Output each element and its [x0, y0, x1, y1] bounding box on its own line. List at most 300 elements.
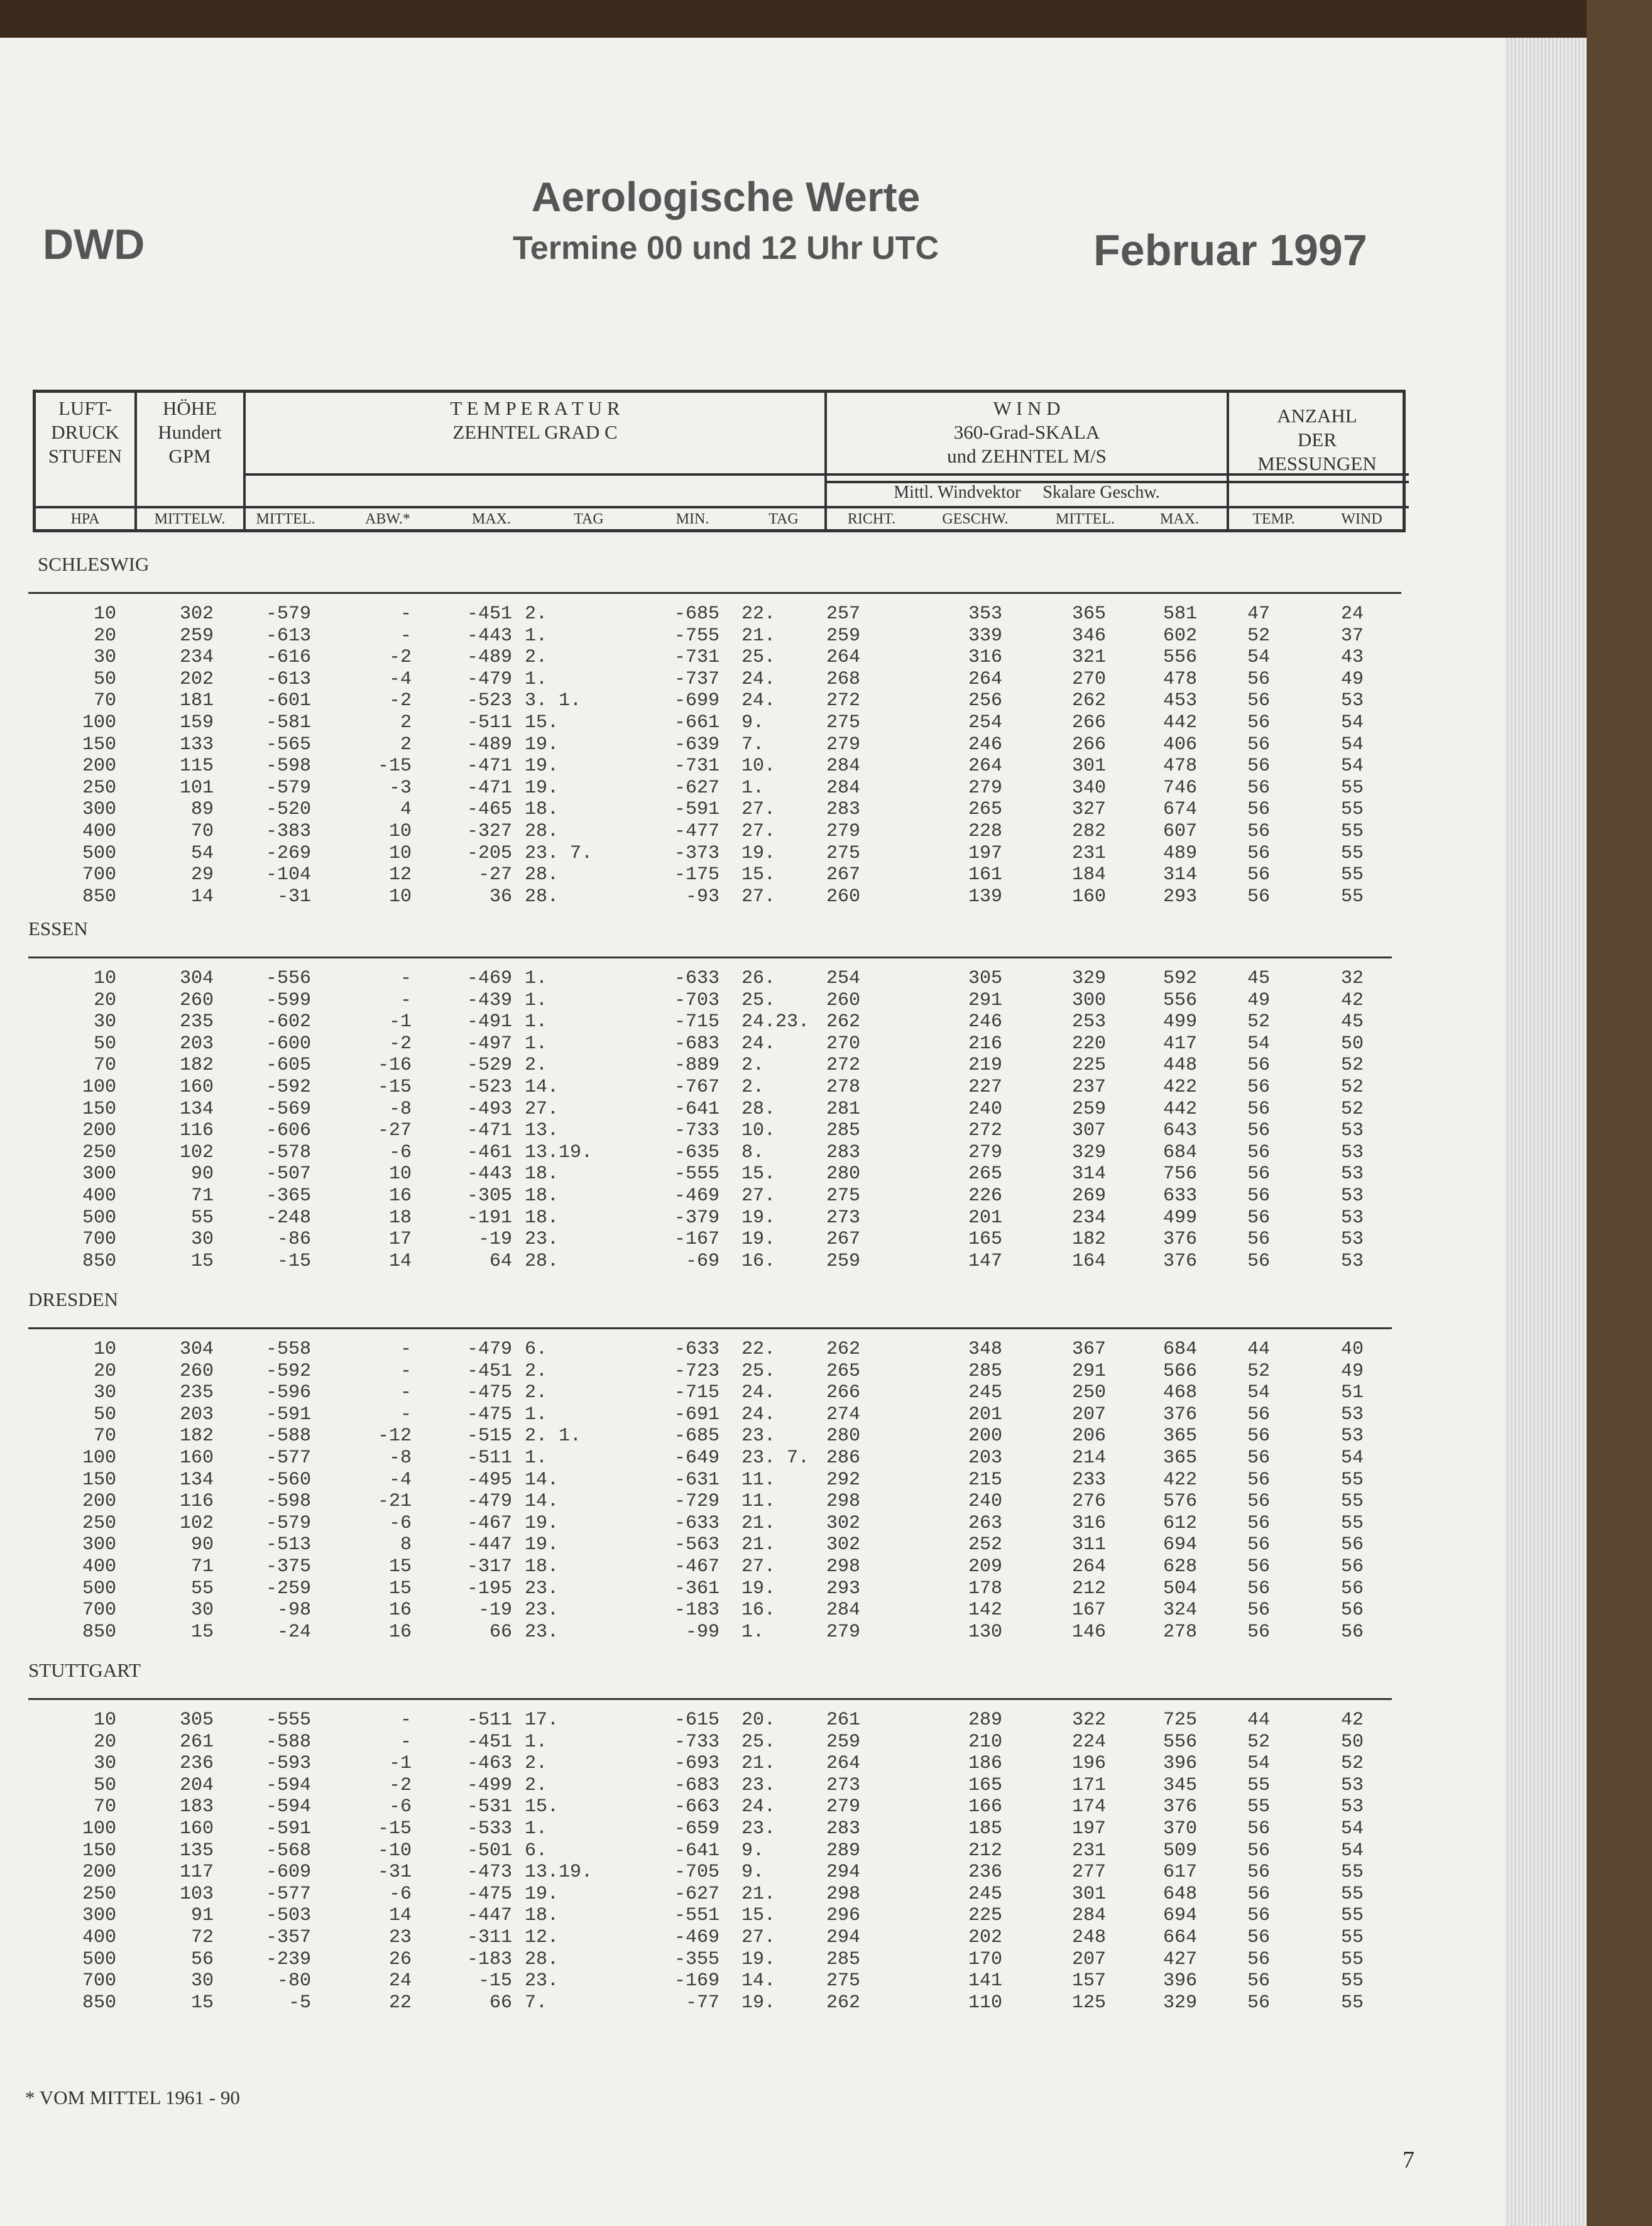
table-cell: 293	[1162, 885, 1197, 907]
table-cell: 329	[1071, 1141, 1106, 1163]
table-cell: -195	[466, 1577, 512, 1599]
table-cell: 55	[1340, 1512, 1364, 1534]
table-cell: -169	[674, 1970, 719, 1992]
table-cell: 56	[1247, 1839, 1271, 1861]
table-row	[0, 1425, 1445, 1447]
table-cell: -581	[265, 712, 311, 733]
table-cell: 171	[1071, 1774, 1106, 1796]
table-cell: -475	[466, 1883, 512, 1905]
table-cell: 284	[826, 755, 861, 777]
table-cell: 70	[190, 821, 214, 842]
table-cell: 314	[1071, 1163, 1106, 1185]
table-cell: 200	[968, 1425, 1002, 1447]
table-row	[0, 799, 1445, 820]
table-cell: 376	[1162, 1229, 1197, 1251]
table-cell: 278	[826, 1077, 861, 1098]
table-row	[0, 1556, 1445, 1577]
table-cell: 674	[1162, 799, 1197, 821]
table-cell: -627	[674, 1883, 719, 1905]
table-cell: 664	[1162, 1927, 1197, 1948]
table-cell: 27.	[741, 1556, 776, 1577]
table-cell: 684	[1162, 1339, 1197, 1360]
table-cell: -659	[674, 1818, 719, 1839]
table-cell: -691	[674, 1403, 719, 1425]
table-cell: 18.	[525, 1905, 559, 1927]
table-cell: 160	[1071, 885, 1106, 907]
table-cell: 2.	[525, 1055, 548, 1077]
table-cell: -588	[265, 1425, 311, 1447]
table-cell: -16	[377, 1055, 412, 1077]
table-cell: 266	[826, 1382, 861, 1404]
table-cell: 56	[1247, 842, 1271, 864]
table-cell: 52	[1247, 1731, 1271, 1753]
table-cell: 56	[1247, 1927, 1271, 1948]
table-cell: 293	[826, 1577, 861, 1599]
table-cell: 499	[1162, 1011, 1197, 1033]
table-cell: 212	[968, 1839, 1002, 1861]
table-cell: 27.	[525, 1098, 559, 1120]
table-cell: -	[400, 625, 412, 647]
table-cell: 56	[1247, 1992, 1271, 2014]
table-cell: 55	[1340, 864, 1364, 886]
table-cell: 19.	[525, 733, 559, 755]
table-cell: -27	[478, 864, 512, 886]
table-cell: -598	[265, 1491, 311, 1513]
table-cell: -533	[466, 1818, 512, 1839]
table-cell: -593	[265, 1753, 311, 1775]
table-cell: -379	[674, 1207, 719, 1229]
table-cell: 346	[1071, 625, 1106, 647]
table-cell: 165	[968, 1774, 1002, 1796]
table-cell: -715	[674, 1382, 719, 1404]
table-cell: 56	[1247, 1098, 1271, 1120]
table-cell: -737	[674, 668, 719, 690]
table-cell: -594	[265, 1796, 311, 1818]
table-cell: -511	[466, 1447, 512, 1469]
table-cell: 56	[1247, 1577, 1271, 1599]
table-cell: 1.	[741, 777, 765, 799]
table-cell: 15.	[741, 864, 776, 886]
table-cell: -513	[265, 1534, 311, 1556]
table-cell: 207	[1071, 1403, 1106, 1425]
table-cell: -649	[674, 1447, 719, 1469]
table-cell: -	[400, 1339, 412, 1360]
table-cell: 261	[179, 1731, 214, 1753]
table-cell: 54	[1247, 647, 1271, 669]
table-cell: 252	[968, 1534, 1002, 1556]
table-cell: 125	[1071, 1992, 1106, 2014]
table-cell: -563	[674, 1534, 719, 1556]
table-cell: 612	[1162, 1512, 1197, 1534]
table-cell: 1.	[525, 1403, 548, 1425]
table-cell: 236	[968, 1861, 1002, 1883]
table-cell: 233	[1071, 1469, 1106, 1491]
table-cell: 185	[968, 1818, 1002, 1839]
table-cell: -259	[265, 1577, 311, 1599]
table-cell: -317	[466, 1556, 512, 1577]
table-cell: 19.	[741, 1948, 776, 1970]
page-edge	[1505, 38, 1587, 2226]
table-cell: 21.	[741, 1512, 776, 1534]
table-cell: 21.	[741, 1534, 776, 1556]
table-cell: 210	[968, 1731, 1002, 1753]
table-cell: 300	[82, 1163, 116, 1185]
table-cell: -565	[265, 733, 311, 755]
month-label: Februar 1997	[1093, 226, 1367, 275]
table-cell: 500	[82, 1207, 116, 1229]
table-cell: 184	[1071, 864, 1106, 886]
table-cell: 203	[968, 1447, 1002, 1469]
table-row	[0, 1621, 1445, 1643]
table-cell: 284	[826, 777, 861, 799]
col-hpa: HPA	[70, 511, 100, 527]
table-cell: 227	[968, 1077, 1002, 1098]
table-cell: 260	[826, 885, 861, 907]
table-cell: -729	[674, 1491, 719, 1513]
table-cell: 11.	[741, 1469, 776, 1491]
table-cell: 19.	[741, 1577, 776, 1599]
table-cell: 54	[1340, 1447, 1364, 1469]
table-cell: 23. 7.	[525, 842, 593, 864]
table-cell: 20	[93, 1731, 116, 1753]
table-cell: 10	[93, 1339, 116, 1360]
table-cell: 10	[388, 821, 412, 842]
table-cell: 235	[179, 1011, 214, 1033]
table-cell: 183	[179, 1796, 214, 1818]
table-cell: 178	[968, 1577, 1002, 1599]
table-cell: 27.	[741, 821, 776, 842]
table-cell: 19.	[525, 755, 559, 777]
table-cell: 54	[1247, 1753, 1271, 1775]
table-cell: 55	[1340, 821, 1364, 842]
table-cell: 7.	[741, 733, 765, 755]
table-cell: 19.	[741, 842, 776, 864]
table-row	[0, 1469, 1445, 1491]
table-row	[0, 1578, 1445, 1599]
table-cell: -592	[265, 1360, 311, 1382]
table-cell: 294	[826, 1927, 861, 1948]
table-cell: -627	[674, 777, 719, 799]
table-cell: 16.	[741, 1250, 776, 1272]
table-cell: 24.	[741, 1796, 776, 1818]
table-cell: 265	[826, 1360, 861, 1382]
table-cell: 135	[179, 1839, 214, 1861]
table-cell: 43	[1340, 647, 1364, 669]
table-cell: 139	[968, 885, 1002, 907]
table-cell: 70	[93, 690, 116, 712]
table-cell: -520	[265, 799, 311, 821]
table-cell: 66	[489, 1621, 512, 1643]
table-cell: -1	[388, 1011, 412, 1033]
table-cell: -497	[466, 1033, 512, 1055]
table-cell: 216	[968, 1033, 1002, 1055]
table-cell: 20	[93, 989, 116, 1011]
table-cell: -596	[265, 1382, 311, 1404]
page-title: Aerologische Werte	[531, 173, 921, 220]
table-cell: 617	[1162, 1861, 1197, 1883]
table-cell: 400	[82, 821, 116, 842]
table-cell: -15	[377, 1818, 412, 1839]
table-cell: -365	[265, 1185, 311, 1207]
table-cell: -511	[466, 712, 512, 733]
table-cell: 55	[1340, 1883, 1364, 1905]
table-cell: 250	[82, 1512, 116, 1534]
table-cell: 56	[1247, 1055, 1271, 1077]
table-cell: 10	[93, 1709, 116, 1731]
table-cell: 52	[1247, 1360, 1271, 1382]
luftdruck-header: LUFT- DRUCK STUFEN	[48, 397, 123, 467]
table-cell: 45	[1340, 1011, 1364, 1033]
table-cell: 49	[1340, 668, 1364, 690]
table-cell: 52	[1340, 1098, 1364, 1120]
table-cell: 52	[1340, 1055, 1364, 1077]
table-cell: -4	[388, 1469, 412, 1491]
table-cell: 212	[1071, 1577, 1106, 1599]
table-cell: 53	[1340, 1250, 1364, 1272]
table-cell: 228	[968, 821, 1002, 842]
table-cell: -8	[388, 1447, 412, 1469]
table-cell: 18.	[525, 799, 559, 821]
page-subtitle: Termine 00 und 12 Uhr UTC	[512, 230, 939, 266]
table-cell: 286	[826, 1447, 861, 1469]
table-cell: 160	[179, 1077, 214, 1098]
table-cell: 70	[93, 1796, 116, 1818]
table-cell: -495	[466, 1469, 512, 1491]
table-cell: 24.	[741, 1033, 776, 1055]
table-cell: -15	[377, 1077, 412, 1098]
table-cell: 275	[826, 1185, 861, 1207]
table-cell: -2	[388, 1033, 412, 1055]
table-cell: -599	[265, 989, 311, 1011]
table-cell: 56	[1340, 1577, 1364, 1599]
table-cell: -6	[388, 1141, 412, 1163]
table-cell: -475	[466, 1403, 512, 1425]
table-cell: -577	[265, 1883, 311, 1905]
table-cell: 1.	[525, 1447, 548, 1469]
table-cell: 50	[93, 1403, 116, 1425]
table-cell: 1.	[525, 625, 548, 647]
station-rule	[28, 1327, 1392, 1329]
table-row	[0, 1185, 1445, 1207]
table-cell: 259	[826, 1731, 861, 1753]
table-row	[0, 755, 1445, 777]
table-cell: 262	[826, 1992, 861, 2014]
table-cell: -600	[265, 1033, 311, 1055]
table-cell: 2.	[525, 1382, 548, 1404]
col-mittel: MITTEL.	[256, 511, 315, 527]
col-tag: TAG	[574, 511, 604, 527]
table-cell: 27.	[741, 1927, 776, 1948]
table-cell: -577	[265, 1447, 311, 1469]
table-cell: 52	[1340, 1077, 1364, 1098]
table-cell: 607	[1162, 821, 1197, 842]
table-cell: 56	[1247, 1534, 1271, 1556]
table-cell: -609	[265, 1861, 311, 1883]
table-row	[0, 1207, 1445, 1229]
table-cell: -469	[674, 1185, 719, 1207]
table-cell: 56	[1247, 733, 1271, 755]
table-cell: 56	[1247, 1512, 1271, 1534]
table-cell: 329	[1071, 968, 1106, 989]
table-cell: 294	[826, 1861, 861, 1883]
table-cell: 1.	[525, 968, 548, 989]
table-cell: 400	[82, 1556, 116, 1577]
table-cell: 42	[1340, 989, 1364, 1011]
table-cell: -175	[674, 864, 719, 886]
table-cell: 365	[1162, 1447, 1197, 1469]
table-cell: 566	[1162, 1360, 1197, 1382]
table-row	[0, 1163, 1445, 1185]
table-cell: 56	[1247, 1425, 1271, 1447]
table-cell: 850	[82, 1992, 116, 2014]
table-cell: 165	[968, 1229, 1002, 1251]
table-cell: -239	[265, 1948, 311, 1970]
table-cell: -715	[674, 1011, 719, 1033]
table-cell: 262	[826, 1011, 861, 1033]
table-row	[0, 1011, 1445, 1033]
table-cell: 23	[388, 1927, 412, 1948]
table-cell: 2.	[741, 1055, 765, 1077]
table-cell: 19.	[525, 1534, 559, 1556]
table-row	[0, 1818, 1445, 1839]
table-cell: -305	[466, 1185, 512, 1207]
table-cell: -631	[674, 1469, 719, 1491]
table-cell: 15	[388, 1577, 412, 1599]
table-cell: 207	[1071, 1948, 1106, 1970]
table-cell: 56	[1247, 1818, 1271, 1839]
table-cell: -683	[674, 1774, 719, 1796]
table-cell: 200	[82, 1861, 116, 1883]
station-rule	[28, 592, 1401, 594]
table-cell: 365	[1071, 603, 1106, 625]
table-cell: 103	[179, 1883, 214, 1905]
table-cell: 427	[1162, 1948, 1197, 1970]
table-cell: 56	[1247, 668, 1271, 690]
table-cell: 396	[1162, 1753, 1197, 1775]
table-cell: -592	[265, 1077, 311, 1098]
table-cell: 261	[826, 1709, 861, 1731]
table-row	[0, 1949, 1445, 1970]
table-cell: 298	[826, 1491, 861, 1513]
table-cell: -489	[466, 733, 512, 755]
table-cell: 202	[968, 1927, 1002, 1948]
table-cell: 200	[82, 1491, 116, 1513]
table-cell: 289	[826, 1839, 861, 1861]
table-cell: 2.	[525, 603, 548, 625]
table-cell: 694	[1162, 1534, 1197, 1556]
table-cell: 329	[1162, 1992, 1197, 2014]
station-label: DRESDEN	[28, 1288, 118, 1310]
table-cell: 285	[826, 1948, 861, 1970]
table-cell: 2.	[525, 647, 548, 669]
table-cell: -	[400, 1403, 412, 1425]
table-cell: -167	[674, 1229, 719, 1251]
table-cell: -31	[276, 885, 311, 907]
table-cell: 694	[1162, 1905, 1197, 1927]
table-cell: 246	[968, 733, 1002, 755]
table-cell: 225	[968, 1905, 1002, 1927]
table-cell: -443	[466, 625, 512, 647]
table-cell: -2	[388, 690, 412, 712]
col-mittelw: MITTELW.	[154, 511, 226, 527]
table-cell: -471	[466, 755, 512, 777]
table-cell: -248	[265, 1207, 311, 1229]
table-cell: -560	[265, 1469, 311, 1491]
table-cell: -6	[388, 1796, 412, 1818]
table-cell: 259	[826, 625, 861, 647]
table-cell: 28.	[741, 1098, 776, 1120]
table-cell: 300	[82, 1534, 116, 1556]
table-cell: 262	[1071, 690, 1106, 712]
table-cell: 50	[93, 1774, 116, 1796]
table-cell: 147	[968, 1250, 1002, 1272]
table-cell: 206	[1071, 1425, 1106, 1447]
table-cell: 72	[190, 1927, 214, 1948]
table-cell: 159	[179, 712, 214, 733]
table-cell: 234	[179, 647, 214, 669]
table-cell: 66	[489, 1992, 512, 2014]
table-cell: 25.	[741, 989, 776, 1011]
table-cell: 55	[1340, 1905, 1364, 1927]
table-cell: 296	[826, 1905, 861, 1927]
table-cell: 281	[826, 1098, 861, 1120]
table-cell: 339	[968, 625, 1002, 647]
table-cell: -479	[466, 668, 512, 690]
table-cell: 200	[82, 1120, 116, 1142]
table-cell: 53	[1340, 1141, 1364, 1163]
table-cell: 264	[826, 1753, 861, 1775]
table-cell: -475	[466, 1382, 512, 1404]
table-cell: 23.	[741, 1425, 776, 1447]
table-cell: -569	[265, 1098, 311, 1120]
table-cell: 19.	[741, 1207, 776, 1229]
table-cell: 11.	[741, 1491, 776, 1513]
table-cell: 55	[1340, 777, 1364, 799]
table-cell: 56	[1247, 799, 1271, 821]
table-cell: 51	[1340, 1382, 1364, 1404]
table-cell: 8.	[741, 1141, 765, 1163]
table-cell: 26.	[741, 968, 776, 989]
table-cell: 15.	[525, 1796, 559, 1818]
table-row	[0, 1447, 1445, 1469]
table-row	[0, 1992, 1445, 2014]
table-cell: 23.	[525, 1577, 559, 1599]
table-cell: 18	[388, 1207, 412, 1229]
table-cell: 27.	[741, 1185, 776, 1207]
table-cell: -551	[674, 1905, 719, 1927]
table-cell: -605	[265, 1055, 311, 1077]
table-row	[0, 968, 1445, 989]
table-cell: -633	[674, 968, 719, 989]
table-cell: -633	[674, 1339, 719, 1360]
document-page	[0, 38, 1505, 2226]
table-cell: 504	[1162, 1577, 1197, 1599]
table-cell: 56	[1247, 1229, 1271, 1251]
table-cell: 304	[179, 968, 214, 989]
table-cell: 18.	[525, 1163, 559, 1185]
station-rule	[28, 957, 1392, 958]
table-cell: 348	[968, 1339, 1002, 1360]
table-cell: -31	[377, 1861, 412, 1883]
table-cell: 182	[179, 1055, 214, 1077]
table-cell: 245	[968, 1382, 1002, 1404]
table-cell: 201	[968, 1207, 1002, 1229]
table-cell: 376	[1162, 1796, 1197, 1818]
table-cell: -703	[674, 989, 719, 1011]
table-cell: 56	[1247, 1861, 1271, 1883]
table-cell: 53	[1340, 1120, 1364, 1142]
table-cell: -635	[674, 1141, 719, 1163]
